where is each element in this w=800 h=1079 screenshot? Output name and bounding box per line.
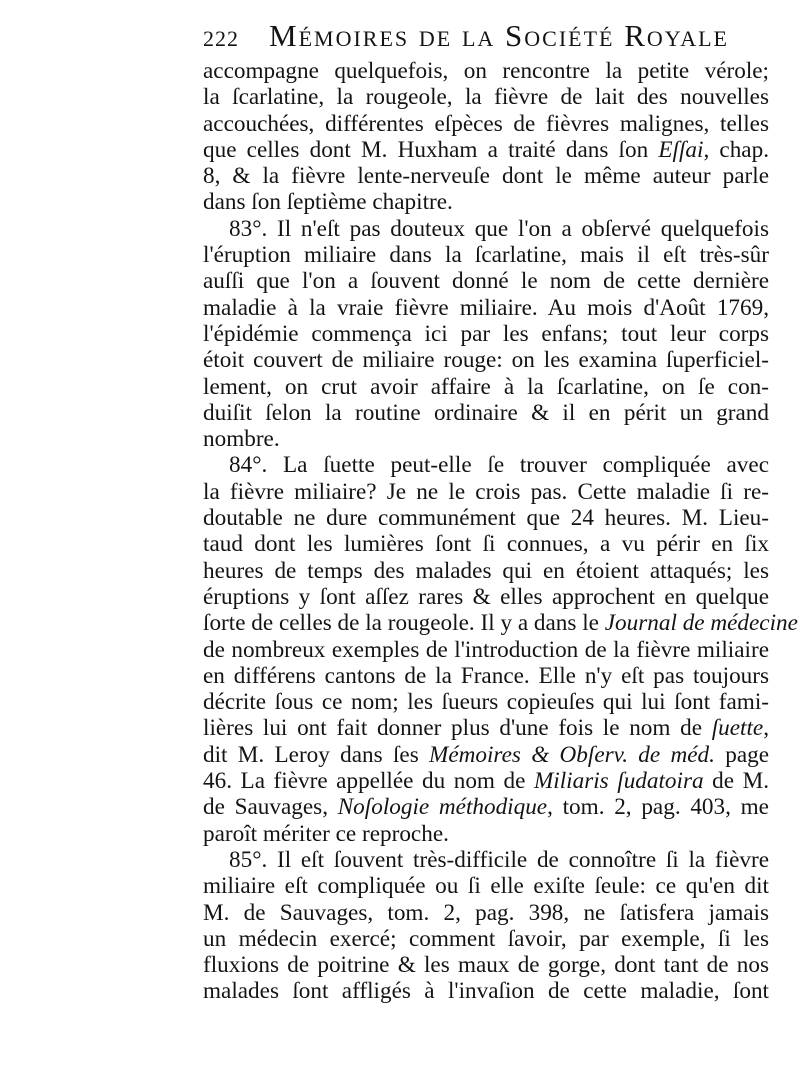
text-line xyxy=(203,400,769,426)
text-run: accouchées, différentes eſpèces de fièvres malignes, telles xyxy=(203,110,769,137)
italic-text: ſuette xyxy=(711,715,764,742)
text-line xyxy=(203,295,769,321)
text-line xyxy=(203,531,769,557)
text-run: 83°. Il n'eſt pas douteux que l'on a obſervé quelquefois xyxy=(229,215,769,242)
text-line xyxy=(203,242,769,268)
text-line xyxy=(203,452,769,478)
text-run: 46. La fièvre appellée du nom de xyxy=(203,768,534,795)
text-run: de Sauvages, xyxy=(203,794,338,821)
text-line xyxy=(203,426,769,452)
text-line xyxy=(203,58,769,84)
text-run: , xyxy=(763,715,769,742)
text-line xyxy=(203,689,769,715)
page-number: 222 xyxy=(203,26,239,51)
text-run: paroît mériter ce reproche. xyxy=(203,820,449,847)
text-run: dit M. Leroy dans ſes xyxy=(203,741,430,768)
text-line xyxy=(203,84,769,110)
text-run: malades ſont affligés à l'invaſion de cette maladie, ſont xyxy=(203,978,769,1005)
text-run: auſſi que l'on a ſouvent donné le nom de cette dernière xyxy=(203,268,769,295)
text-run: , tom. 2, pag. 403, me xyxy=(547,794,769,821)
text-line xyxy=(203,610,798,637)
text-line xyxy=(203,111,769,137)
text-line xyxy=(203,347,769,373)
text-run: décrite ſous ce nom; les ſueurs copieuſes qui lui ſont fami- xyxy=(203,689,769,716)
text-run: 8, & la fièvre lente-nerveuſe dont le même auteur parle xyxy=(203,163,769,190)
text-run: de nombreux exemples de l'introduction de la fièvre miliaire xyxy=(203,636,769,663)
text-run: l'éruption miliaire dans la ſcarlatine, mais il eſt très-sûr xyxy=(203,242,769,269)
text-line xyxy=(203,137,769,163)
text-line xyxy=(203,952,769,978)
text-run: la ſcarlatine, la rougeole, la fièvre de lait des nouvelles xyxy=(203,84,769,111)
text-run: fluxions de poitrine & les maux de gorge, dont tant de nos xyxy=(203,952,769,979)
text-run: l'épidémie commença ici par les enfans; tout leur corps xyxy=(203,320,769,347)
text-run: duiſit ſelon la routine ordinaire & il en périt un grand xyxy=(203,399,769,426)
italic-text: Miliaris ſudatoira xyxy=(533,768,704,795)
text-line xyxy=(203,163,769,189)
text-run: éruptions y ſont aſſez rares & elles approchent en quelque xyxy=(203,583,769,610)
text-run: miliaire eſt compliquée ou ſi elle exiſte ſeule: ce qu'en dit xyxy=(203,873,769,900)
text-run: maladie à la vraie fièvre miliaire. Au mois d'Août 1769, xyxy=(203,294,769,321)
text-line xyxy=(203,715,769,741)
text-line xyxy=(203,821,769,847)
text-line xyxy=(203,794,769,820)
text-line xyxy=(203,479,769,505)
text-line xyxy=(203,978,769,1004)
text-line xyxy=(203,663,769,689)
text-run: taud dont les lumières ſont ſi connues, a vu périr en ſix xyxy=(203,531,769,558)
text-run: la fièvre miliaire? Je ne le crois pas. Cette maladie ſi re- xyxy=(203,478,769,505)
text-line xyxy=(203,873,769,899)
text-line xyxy=(203,926,769,952)
text-line xyxy=(203,321,769,347)
running-title: Mémoires de la Société Royale xyxy=(269,18,729,53)
text-run: page xyxy=(714,741,769,768)
text-line xyxy=(203,637,769,663)
text-run: M. de Sauvages, tom. 2, pag. 398, ne ſatisfera jamais xyxy=(203,899,769,926)
text-run: nombre. xyxy=(203,426,280,453)
italic-text: Noſologie méthodique xyxy=(337,794,548,821)
italic-text: Mémoires & Obſerv. de méd. xyxy=(429,741,715,768)
text-run: que celles dont M. Huxham a traité dans ſon xyxy=(203,136,659,163)
italic-text: Journal de médecine xyxy=(604,610,798,637)
text-run: ſorte de celles de la rougeole. Il y a dans le xyxy=(203,610,605,637)
text-run: lières lui ont fait donner plus d'une fois le nom de xyxy=(203,715,712,742)
text-run: accompagne quelquefois, on rencontre la petite vérole; xyxy=(203,58,769,84)
text-line xyxy=(203,768,769,794)
text-run: étoit couvert de miliaire rouge: on les examina ſuperficiel- xyxy=(203,347,769,374)
text-run: un médecin exercé; comment ſavoir, par exemple, ſi les xyxy=(203,925,769,952)
text-run: lement, on crut avoir affaire à la ſcarlatine, on ſe con- xyxy=(203,373,769,400)
text-line xyxy=(203,742,769,768)
text-line xyxy=(203,268,769,294)
text-line xyxy=(203,900,769,926)
text-run: 84°. La ſuette peut-elle ſe trouver compliquée avec xyxy=(229,452,769,479)
text-run: en différens cantons de la France. Elle n'y eſt pas toujours xyxy=(203,662,769,689)
italic-text: Eſſai xyxy=(658,136,704,163)
text-run: 85°. Il eſt ſouvent très-difficile de connoître ſi la fièvre xyxy=(229,846,769,873)
text-run: de M. xyxy=(703,768,769,795)
text-run: heures de temps des malades qui en étoient attaqués; les xyxy=(203,557,769,584)
text-line xyxy=(203,505,769,531)
text-line xyxy=(203,216,769,242)
text-line xyxy=(203,189,769,215)
text-line xyxy=(203,374,769,400)
text-line xyxy=(203,558,769,584)
text-line xyxy=(203,584,769,610)
page-header xyxy=(203,16,763,56)
text-run: , chap. xyxy=(703,136,769,163)
text-run: doutable ne dure communément que 24 heures. M. Lieu- xyxy=(203,505,769,532)
text-run: dans ſon ſeptième chapitre. xyxy=(203,189,453,216)
text-line xyxy=(203,847,769,873)
body-text xyxy=(203,58,798,1005)
